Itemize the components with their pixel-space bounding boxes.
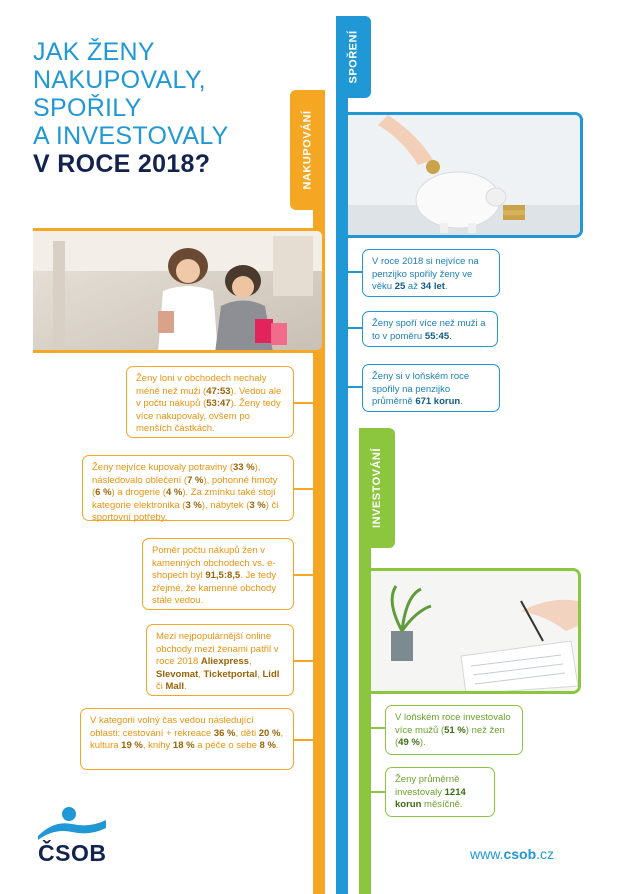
url-brand: csob xyxy=(503,846,537,862)
csob-logo-icon xyxy=(34,806,110,840)
fact-text: , děti xyxy=(235,727,259,739)
tab-shopping xyxy=(290,90,325,210)
fact-text: . xyxy=(449,330,452,342)
fact-value: 671 korun xyxy=(415,396,461,407)
connector xyxy=(294,660,313,662)
fact-value: 3 % xyxy=(185,499,202,511)
fact-text: ) a drogerie ( xyxy=(111,487,166,498)
fact-value: 33 % xyxy=(232,462,255,473)
fact-value: 91,5:8,5 xyxy=(205,570,241,581)
url-suffix: .cz xyxy=(536,846,555,862)
fact-value: 25 xyxy=(394,281,406,292)
page-title xyxy=(33,38,263,178)
investing-fact-2 xyxy=(385,767,495,817)
fact-value: 34 let xyxy=(420,281,445,292)
connector xyxy=(348,271,362,273)
title-line: SPOŘILY xyxy=(33,94,142,122)
tab-investing xyxy=(359,428,395,548)
tab-saving xyxy=(336,16,371,98)
tab-saving-label: SPOŘENÍ xyxy=(347,30,360,84)
shopping-photo xyxy=(33,228,325,353)
fact-text: . Je tedy zřejmé, že kamenné obchody stále vedou. xyxy=(152,570,277,606)
title-line: A INVESTOVALY xyxy=(33,122,229,150)
women-shopping-illustration xyxy=(33,231,322,353)
fact-text: , kultura xyxy=(90,727,284,751)
fact-text: ). Ženy tedy více nakupovaly, ovšem po menších částkách. xyxy=(136,398,281,434)
fact-text: , xyxy=(198,668,204,680)
fact-text: ). Za zmínku také stojí kategorie elektronika ( xyxy=(92,487,276,511)
investing-fact-1 xyxy=(385,705,523,755)
fact-text: měsíčně. xyxy=(421,799,463,810)
tab-investing-label: INVESTOVÁNÍ xyxy=(371,448,383,528)
fact-text: Ženy průměrně investovaly xyxy=(395,774,460,798)
saving-fact-3 xyxy=(362,364,500,412)
fact-text: ). Vedou ale v počtu nákupů ( xyxy=(136,385,282,409)
saving-fact-2 xyxy=(362,311,498,347)
fact-text: Ženy spoří více než muži a to v poměru xyxy=(372,318,486,342)
fact-text: ). xyxy=(419,737,426,748)
woman-signing-illustration xyxy=(371,571,578,694)
fact-value: 3 % xyxy=(249,499,266,511)
fact-text: ), pohonné hmoty ( xyxy=(92,474,278,498)
fact-value: Lidl xyxy=(262,668,280,680)
saving-fact-1 xyxy=(362,249,500,297)
shopping-fact-2 xyxy=(82,455,294,521)
fact-text: Ženy si v loňském roce spořily na penzijko průměrně xyxy=(372,371,470,407)
fact-text: . xyxy=(183,681,187,692)
fact-value: Ticketportal xyxy=(203,668,258,680)
shopping-fact-5 xyxy=(80,708,294,770)
fact-value: 55:45 xyxy=(424,330,450,342)
connector xyxy=(294,574,313,576)
fact-text: ), nábytek ( xyxy=(201,499,250,511)
fact-text: Mezi nejpopulárnější online obchody mezi ženami patřil v roce 2018 xyxy=(156,631,279,667)
investing-photo xyxy=(371,568,581,694)
connector xyxy=(348,386,362,388)
fact-value: 4 % xyxy=(165,487,183,498)
fact-text: ) než žen ( xyxy=(395,724,505,748)
connector xyxy=(294,739,313,741)
fact-text: , xyxy=(257,668,263,680)
shopping-fact-1 xyxy=(126,366,294,438)
shopping-fact-4 xyxy=(146,624,294,696)
fact-text: , xyxy=(248,656,252,667)
fact-text: Ženy nejvíce kupovaly potraviny ( xyxy=(92,462,233,473)
piggy-bank-illustration xyxy=(348,115,580,238)
connector xyxy=(348,327,362,329)
saving-photo xyxy=(348,112,583,238)
fact-value: 47:53 xyxy=(206,385,231,397)
website-link[interactable] xyxy=(470,846,554,862)
fact-text: . xyxy=(275,740,279,751)
fact-value: 7 % xyxy=(187,474,204,486)
connector xyxy=(371,727,385,729)
fact-text: či xyxy=(156,681,166,692)
fact-text: a péče o sebe xyxy=(194,740,260,751)
url-prefix: www. xyxy=(470,846,504,862)
fact-text: až xyxy=(405,281,421,292)
fact-text: . xyxy=(444,281,448,292)
fact-text: V loňském roce investovalo více mužů ( xyxy=(395,712,511,736)
fact-value: 19 % xyxy=(121,740,143,751)
fact-text: V kategorii volný čas vedou následující oblasti: cestování + rekreace xyxy=(90,715,254,739)
fact-text: Ženy loni v obchodech nechaly méně než muži ( xyxy=(136,373,267,397)
fact-value: 6 % xyxy=(95,487,112,498)
fact-text: ) či sportovní potřeby. xyxy=(92,499,279,523)
fact-text: . xyxy=(460,396,463,407)
fact-value: 18 % xyxy=(172,740,195,751)
connector xyxy=(294,488,313,490)
title-line: JAK ŽENY xyxy=(33,38,155,66)
fact-text: , knihy xyxy=(142,740,173,751)
fact-value: 49 % xyxy=(398,737,420,748)
fact-value: 8 % xyxy=(259,740,276,751)
fact-text: V roce 2018 si nejvíce na penzijko spořily ženy ve věku xyxy=(372,256,479,292)
connector xyxy=(294,402,313,404)
fact-value: Aliexpress xyxy=(200,656,249,667)
fact-value: 51 % xyxy=(444,724,466,736)
fact-text: Poměr počtu nákupů žen v kamenných obchodech vs. e-shopech byl xyxy=(152,545,276,581)
tab-shopping-label: NAKUPOVÁNÍ xyxy=(301,110,314,190)
fact-text: ), následovalo oblečení ( xyxy=(92,462,261,486)
title-line-highlight: V ROCE 2018? xyxy=(33,150,211,178)
fact-value: 1214 korun xyxy=(395,786,466,810)
fact-value: Mall xyxy=(165,681,184,692)
shopping-line xyxy=(313,100,325,894)
fact-value: Slevomat xyxy=(156,668,199,680)
title-line: NAKUPOVALY, xyxy=(33,66,206,94)
shopping-fact-3 xyxy=(142,538,294,610)
fact-value: 20 % xyxy=(258,727,281,739)
fact-value: 36 % xyxy=(213,727,236,739)
csob-logo-text: ČSOB xyxy=(38,840,107,866)
connector xyxy=(371,791,385,793)
fact-value: 53:47 xyxy=(206,398,231,409)
saving-line xyxy=(336,16,348,894)
